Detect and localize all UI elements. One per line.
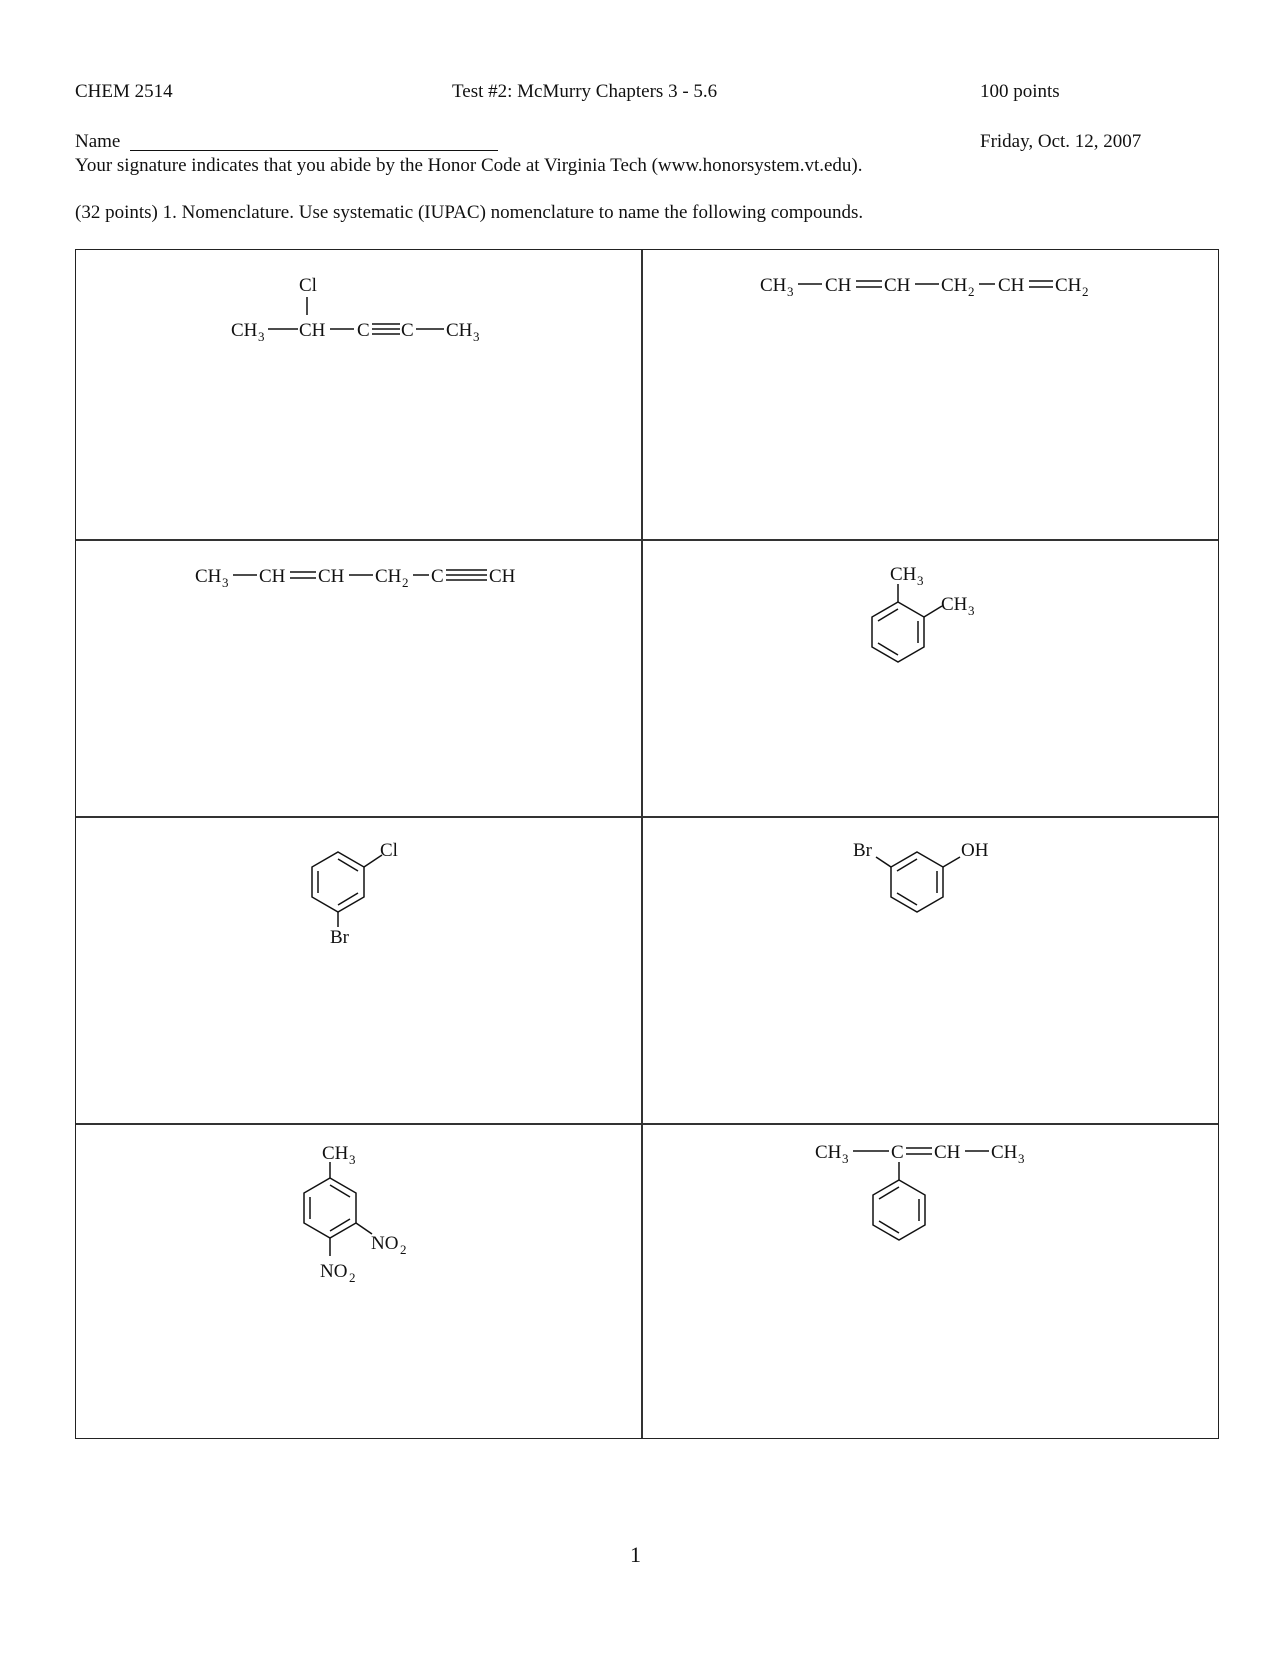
- subscript-2: 2: [349, 1270, 356, 1285]
- honor-code-statement: Your signature indicates that you abide by the Honor Code at Virginia Tech (www.honorsystem.vt.edu).: [75, 155, 863, 176]
- atom-label-ch3: CH: [446, 320, 473, 341]
- total-points: 100 points: [980, 81, 1060, 102]
- atom-label-ch: CH: [998, 275, 1025, 296]
- page-number: 1: [630, 1542, 641, 1567]
- atom-label-c: C: [431, 566, 444, 587]
- atom-label-ch3: CH: [322, 1143, 349, 1164]
- subscript-2: 2: [968, 284, 975, 299]
- atom-label-c: C: [357, 320, 370, 341]
- course-code: CHEM 2514: [75, 81, 173, 102]
- atom-label-ch: CH: [318, 566, 345, 587]
- atom-label-c: C: [401, 320, 414, 341]
- compound-4-structure: [872, 564, 975, 662]
- subscript-2: 2: [1082, 284, 1089, 299]
- atom-label-ch3: CH: [231, 320, 258, 341]
- atom-label-ch2: CH: [1055, 275, 1082, 296]
- atom-label-oh: OH: [961, 840, 989, 861]
- atom-label-ch: CH: [489, 566, 516, 587]
- subscript-3: 3: [968, 603, 975, 618]
- atom-label-ch2: CH: [375, 566, 402, 587]
- subscript-3: 3: [842, 1151, 849, 1166]
- compound-1-structure: [231, 275, 480, 344]
- test-title: Test #2: McMurry Chapters 3 - 5.6: [452, 81, 718, 102]
- atom-label-c: C: [891, 1142, 904, 1163]
- atom-label-br: Br: [330, 927, 349, 948]
- subscript-3: 3: [258, 329, 265, 344]
- atom-label-br: Br: [853, 840, 872, 861]
- atom-label-ch3: CH: [991, 1142, 1018, 1163]
- compound-7-structure: [304, 1143, 407, 1285]
- subscript-3: 3: [917, 573, 924, 588]
- subscript-2: 2: [400, 1242, 407, 1257]
- subscript-3: 3: [349, 1152, 356, 1167]
- atom-label-ch3: CH: [760, 275, 787, 296]
- atom-label-cl: Cl: [380, 840, 398, 861]
- atom-label-ch2: CH: [941, 275, 968, 296]
- compound-6-structure: [853, 840, 989, 912]
- atom-label-ch3: CH: [890, 564, 917, 585]
- test-date: Friday, Oct. 12, 2007: [980, 131, 1142, 152]
- atom-label-ch: CH: [825, 275, 852, 296]
- compound-8-structure: [815, 1142, 1025, 1240]
- atom-label-ch3: CH: [195, 566, 222, 587]
- question-1-prompt: (32 points) 1. Nomenclature. Use systematic (IUPAC) nomenclature to name the following compounds.: [75, 202, 864, 223]
- atom-label-ch: CH: [299, 320, 326, 341]
- subscript-3: 3: [1018, 1151, 1025, 1166]
- atom-label-ch3: CH: [815, 1142, 842, 1163]
- atom-label-ch: CH: [884, 275, 911, 296]
- atom-label-ch: CH: [259, 566, 286, 587]
- subscript-3: 3: [473, 329, 480, 344]
- atom-label-no2: NO: [371, 1233, 399, 1254]
- subscript-3: 3: [787, 284, 794, 299]
- atom-label-ch3: CH: [941, 594, 968, 615]
- atom-label-cl: Cl: [299, 275, 317, 296]
- atom-label-no2: NO: [320, 1261, 348, 1282]
- subscript-3: 3: [222, 575, 229, 590]
- atom-label-ch: CH: [934, 1142, 961, 1163]
- compound-3-structure: [195, 566, 516, 590]
- name-label: Name: [75, 131, 121, 152]
- compound-5-structure: [312, 840, 398, 948]
- subscript-2: 2: [402, 575, 409, 590]
- compound-2-structure: [760, 275, 1089, 299]
